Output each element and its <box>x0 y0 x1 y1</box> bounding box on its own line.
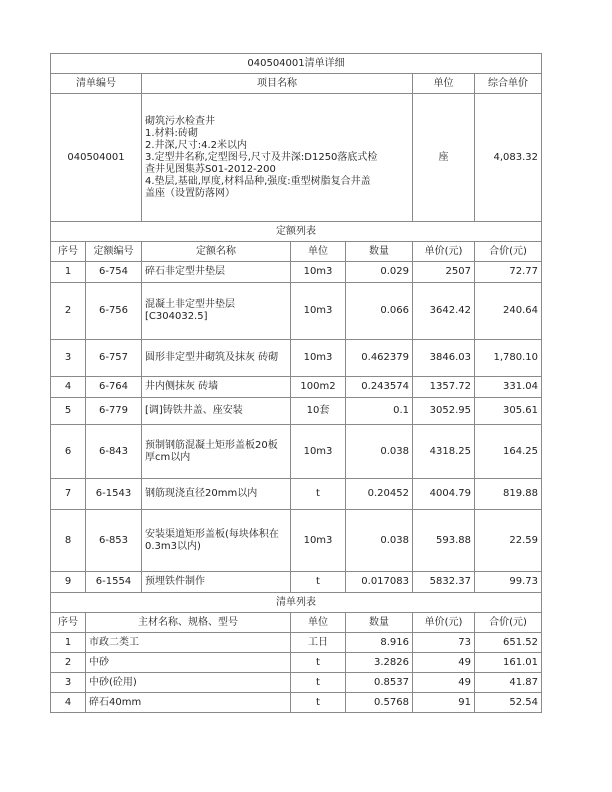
header-quota-unit: 单位 <box>291 242 346 262</box>
header-material-total: 合价(元) <box>475 613 542 633</box>
material-unit: 工日 <box>291 633 346 653</box>
table-row <box>51 572 542 593</box>
quota-qty: 0.017083 <box>346 572 413 593</box>
quota-unit: t <box>291 479 346 510</box>
table-row <box>51 510 542 572</box>
quota-total: 164.25 <box>475 425 542 479</box>
quota-no: 1 <box>51 262 86 283</box>
material-qty: 0.5768 <box>346 693 413 713</box>
table-row <box>51 653 542 673</box>
quota-unit: 10m3 <box>291 510 346 572</box>
material-name: 市政二类工 <box>86 633 291 653</box>
quota-code: 6-843 <box>86 425 142 479</box>
material-no: 3 <box>51 673 86 693</box>
quota-name: 井内侧抹灰 砖墙 <box>142 377 291 398</box>
quota-name: 预埋铁件制作 <box>142 572 291 593</box>
quota-code: 6-757 <box>86 340 142 377</box>
quota-total: 305.61 <box>475 398 542 425</box>
material-name: 中砂(砼用) <box>86 673 291 693</box>
quota-price: 3846.03 <box>413 340 475 377</box>
quota-code: 6-756 <box>86 283 142 340</box>
quota-price: 593.88 <box>413 510 475 572</box>
quota-qty: 0.038 <box>346 510 413 572</box>
header-item-price: 综合单价 <box>475 74 542 94</box>
desc-line: 1.材料:砖砌 <box>145 127 198 139</box>
material-unit: t <box>291 653 346 673</box>
quota-qty: 0.029 <box>346 262 413 283</box>
quota-name: 圆形非定型井砌筑及抹灰 砖砌 <box>142 340 291 377</box>
header-quota-code: 定额编号 <box>86 242 142 262</box>
quota-name: 安装渠道矩形盖板(每块体积在0.3m3以内) <box>142 510 291 572</box>
quota-total: 819.88 <box>475 479 542 510</box>
material-price: 91 <box>413 693 475 713</box>
quota-price: 4318.25 <box>413 425 475 479</box>
quota-name: 碎石非定型井垫层 <box>142 262 291 283</box>
material-total: 41.87 <box>475 673 542 693</box>
item-unit: 座 <box>413 94 475 222</box>
header-item-code: 清单编号 <box>51 74 142 94</box>
material-unit: t <box>291 693 346 713</box>
quota-qty: 0.20452 <box>346 479 413 510</box>
quota-unit: 10m3 <box>291 283 346 340</box>
quota-code: 6-779 <box>86 398 142 425</box>
material-total: 52.54 <box>475 693 542 713</box>
header-quota-name: 定额名称 <box>142 242 291 262</box>
quota-no: 5 <box>51 398 86 425</box>
material-qty: 3.2826 <box>346 653 413 673</box>
header-material-unit: 单位 <box>291 613 346 633</box>
item-description <box>142 94 413 222</box>
table-row <box>51 398 542 425</box>
material-total: 161.01 <box>475 653 542 673</box>
material-price: 49 <box>413 673 475 693</box>
table-row <box>51 425 542 479</box>
quota-no: 4 <box>51 377 86 398</box>
material-no: 4 <box>51 693 86 713</box>
material-name: 碎石40mm <box>86 693 291 713</box>
header-quota-qty: 数量 <box>346 242 413 262</box>
material-section-title: 清单列表 <box>51 593 542 613</box>
quota-name: 混凝土非定型井垫层 [C304032.5] <box>142 283 291 340</box>
quota-no: 9 <box>51 572 86 593</box>
header-material-price: 单价(元) <box>413 613 475 633</box>
material-price: 49 <box>413 653 475 673</box>
quota-qty: 0.1 <box>346 398 413 425</box>
quota-name: [调]铸铁井盖、座安装 <box>142 398 291 425</box>
desc-line: 3.定型井名称,定型图号,尺寸及井深:D1250落底式检 <box>145 151 378 163</box>
table-row <box>51 262 542 283</box>
quota-price: 1357.72 <box>413 377 475 398</box>
quota-price: 3642.42 <box>413 283 475 340</box>
material-no: 2 <box>51 653 86 673</box>
item-price: 4,083.32 <box>475 94 542 222</box>
quota-no: 3 <box>51 340 86 377</box>
item-row <box>51 94 542 222</box>
table-row <box>51 693 542 713</box>
header-material-no: 序号 <box>51 613 86 633</box>
quota-unit: 10套 <box>291 398 346 425</box>
table-row <box>51 479 542 510</box>
quota-qty: 0.462379 <box>346 340 413 377</box>
quota-no: 6 <box>51 425 86 479</box>
quota-total: 331.04 <box>475 377 542 398</box>
header-material-qty: 数量 <box>346 613 413 633</box>
header-item-unit: 单位 <box>413 74 475 94</box>
header-quota-price: 单价(元) <box>413 242 475 262</box>
desc-line: 2.井深,尺寸:4.2米以内 <box>145 139 247 151</box>
material-qty: 8.916 <box>346 633 413 653</box>
material-unit: t <box>291 673 346 693</box>
quota-price: 4004.79 <box>413 479 475 510</box>
table-row <box>51 283 542 340</box>
quota-price: 5832.37 <box>413 572 475 593</box>
quota-code: 6-853 <box>86 510 142 572</box>
desc-line: 4.垫层,基础,厚度,材料品种,强度:重型树脂复合井盖 <box>145 175 371 187</box>
table-row <box>51 673 542 693</box>
quota-no: 2 <box>51 283 86 340</box>
quota-name: 预制钢筋混凝土矩形盖板20板厚cm以内 <box>142 425 291 479</box>
quota-qty: 0.038 <box>346 425 413 479</box>
quota-code: 6-1554 <box>86 572 142 593</box>
table-row <box>51 633 542 653</box>
header-quota-no: 序号 <box>51 242 86 262</box>
quota-unit: t <box>291 572 346 593</box>
material-qty: 0.8537 <box>346 673 413 693</box>
header-material-name: 主材名称、规格、型号 <box>86 613 291 633</box>
header-quota-total: 合价(元) <box>475 242 542 262</box>
table-row <box>51 340 542 377</box>
material-no: 1 <box>51 633 86 653</box>
header-item-name: 项目名称 <box>142 74 413 94</box>
quota-unit: 10m3 <box>291 340 346 377</box>
item-code: 040504001 <box>51 94 142 222</box>
quota-qty: 0.066 <box>346 283 413 340</box>
quota-no: 8 <box>51 510 86 572</box>
quota-no: 7 <box>51 479 86 510</box>
quota-unit: 10m3 <box>291 262 346 283</box>
quota-section-title: 定额列表 <box>51 222 542 242</box>
quota-code: 6-764 <box>86 377 142 398</box>
quota-total: 240.64 <box>475 283 542 340</box>
material-name: 中砂 <box>86 653 291 673</box>
desc-line: 盖座（设置防落网） <box>145 187 235 199</box>
quota-code: 6-1543 <box>86 479 142 510</box>
quota-unit: 10m3 <box>291 425 346 479</box>
quota-price: 3052.95 <box>413 398 475 425</box>
quota-total: 22.59 <box>475 510 542 572</box>
material-total: 651.52 <box>475 633 542 653</box>
quota-qty: 0.243574 <box>346 377 413 398</box>
desc-line: 砌筑污水检查井 <box>145 115 215 127</box>
quota-total: 1,780.10 <box>475 340 542 377</box>
quota-name: 钢筋现浇直径20mm以内 <box>142 479 291 510</box>
material-price: 73 <box>413 633 475 653</box>
quota-total: 99.73 <box>475 572 542 593</box>
quota-total: 72.77 <box>475 262 542 283</box>
bill-detail-table <box>50 53 542 713</box>
quota-price: 2507 <box>413 262 475 283</box>
quota-unit: 100m2 <box>291 377 346 398</box>
quota-code: 6-754 <box>86 262 142 283</box>
table-title: 040504001清单详细 <box>51 54 542 74</box>
table-row <box>51 377 542 398</box>
desc-line: 查井见图集苏S01-2012-200 <box>145 163 276 175</box>
